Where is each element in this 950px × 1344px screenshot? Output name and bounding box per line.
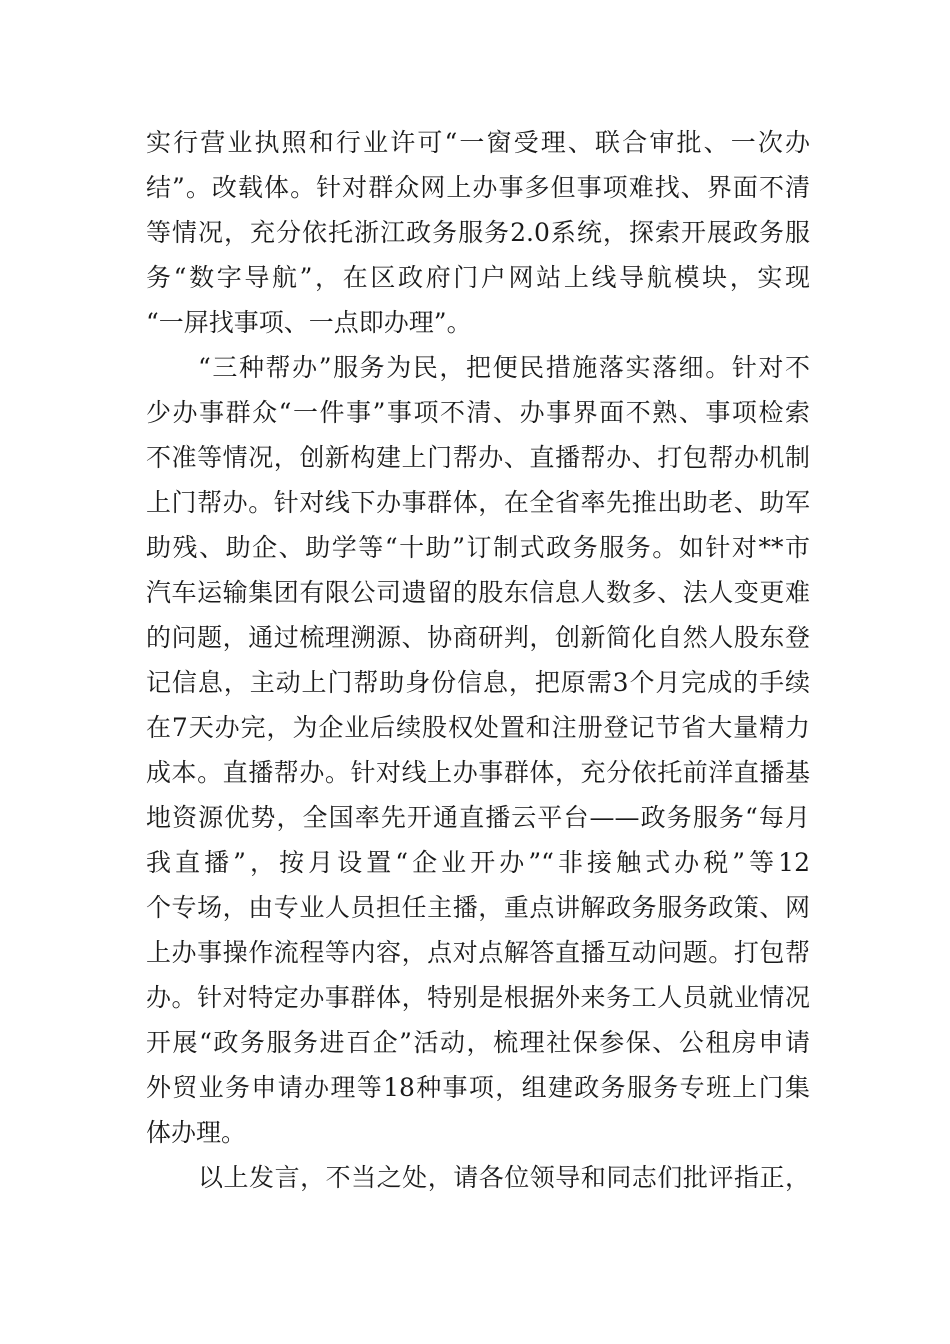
text-line: 汽车运输集团有限公司遗留的股东信息人数多、法人变更难 xyxy=(146,578,810,607)
text-line: 少办事群众“一件事”事项不清、办事界面不熟、事项检索 xyxy=(146,398,810,427)
text-line: 不准等情况，创新构建上门帮办、直播帮办、打包帮办机制 xyxy=(146,443,810,472)
text-line: 我直播”，按月设置“企业开办”“非接触式办税”等12 xyxy=(146,848,810,877)
text-line: 在7天办完，为企业后续股权处置和注册登记节省大量精力 xyxy=(146,713,810,742)
text-line: 助残、助企、助学等“十助”订制式政务服务。如针对**市 xyxy=(146,533,810,562)
text-line: 实行营业执照和行业许可“一窗受理、联合审批、一次办 xyxy=(146,128,810,157)
text-line: 开展“政务服务进百企”活动，梳理社保参保、公租房申请 xyxy=(146,1028,810,1057)
text-line: 记信息，主动上门帮助身份信息，把原需3个月完成的手续 xyxy=(146,668,810,697)
text-line: “一屏找事项、一点即办理”。 xyxy=(146,308,472,337)
text-line: 务“数字导航”，在区政府门户网站上线导航模块，实现 xyxy=(146,263,810,292)
text-line: 以上发言，不当之处，请各位领导和同志们批评指正， xyxy=(198,1163,810,1192)
text-line: 地资源优势，全国率先开通直播云平台——政务服务“每月 xyxy=(146,803,810,832)
text-line: 等情况，充分依托浙江政务服务2.0系统，探索开展政务服 xyxy=(146,218,810,247)
text-line: 上办事操作流程等内容，点对点解答直播互动问题。打包帮 xyxy=(146,938,810,967)
text-line: 办。针对特定办事群体，特别是根据外来务工人员就业情况 xyxy=(146,983,810,1012)
document-body xyxy=(146,120,810,1200)
text-line: 的问题，通过梳理溯源、协商研判，创新简化自然人股东登 xyxy=(146,623,810,652)
text-line: 结”。改载体。针对群众网上办事多但事项难找、界面不清 xyxy=(146,173,810,202)
text-line: 上门帮办。针对线下办事群体，在全省率先推出助老、助军 xyxy=(146,488,810,517)
text-line: 个专场，由专业人员担任主播，重点讲解政务服务政策、网 xyxy=(146,893,810,922)
text-line: 外贸业务申请办理等18种事项，组建政务服务专班上门集 xyxy=(146,1073,810,1102)
text-line: 成本。直播帮办。针对线上办事群体，充分依托前洋直播基 xyxy=(146,758,810,787)
text-line: “三种帮办”服务为民，把便民措施落实落细。针对不 xyxy=(198,353,810,382)
text-line: 体办理。 xyxy=(146,1118,247,1147)
